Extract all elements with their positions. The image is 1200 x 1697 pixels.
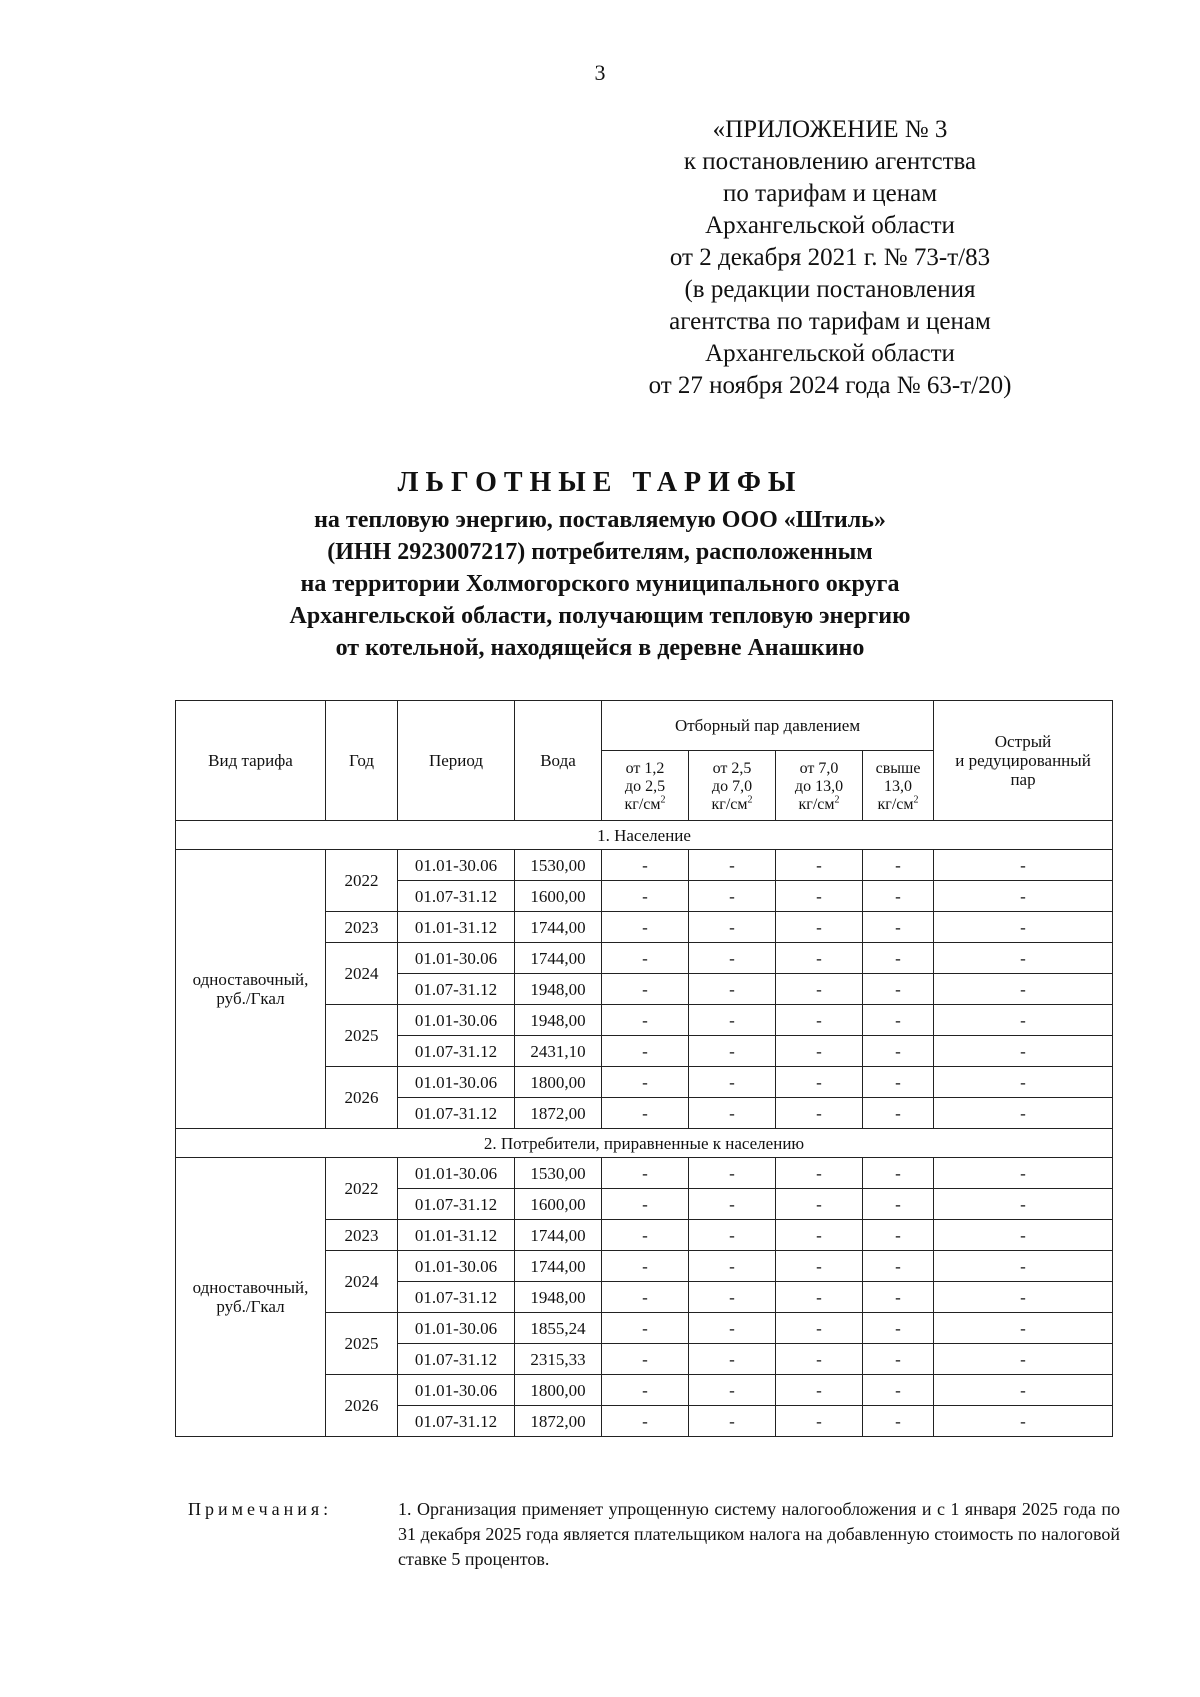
- steam-cell: -: [776, 1158, 863, 1189]
- water-cell: 2315,33: [515, 1344, 602, 1375]
- steam-cell: -: [863, 1067, 934, 1098]
- water-cell: 1744,00: [515, 912, 602, 943]
- steam-cell: -: [602, 881, 689, 912]
- steam-cell: -: [602, 1067, 689, 1098]
- title-line: от котельной, находящейся в деревне Анашкино: [335, 635, 865, 661]
- steam-cell: -: [689, 943, 776, 974]
- steam-cell: -: [863, 912, 934, 943]
- water-cell: 1800,00: [515, 1067, 602, 1098]
- steam-cell: -: [602, 943, 689, 974]
- steam-cell: -: [776, 1005, 863, 1036]
- header-steam-col-2: [689, 751, 776, 821]
- header-steam-col-3: [776, 751, 863, 821]
- water-cell: 1872,00: [515, 1406, 602, 1437]
- steam-cell: -: [776, 881, 863, 912]
- steam-cell: -: [776, 1220, 863, 1251]
- steam-cell: -: [602, 1005, 689, 1036]
- steam-cell: -: [602, 1282, 689, 1313]
- steam-cell: -: [934, 1067, 1113, 1098]
- steam-cell: -: [934, 1313, 1113, 1344]
- steam-cell: -: [934, 850, 1113, 881]
- header-steam-unit: [602, 796, 688, 814]
- year-cell: 2024: [326, 943, 398, 1005]
- header-steam-line: от 2,5: [712, 759, 752, 777]
- appendix-line: Архангельской области: [705, 340, 955, 367]
- appendix-line: агентства по тарифам и ценам: [669, 308, 991, 335]
- steam-cell: -: [689, 881, 776, 912]
- header-steam-unit: [689, 796, 775, 814]
- steam-cell: -: [934, 1375, 1113, 1406]
- period-cell: 01.01-30.06: [398, 850, 515, 881]
- header-steam-line: свыше: [875, 759, 921, 777]
- steam-cell: -: [934, 1282, 1113, 1313]
- year-cell: 2022: [326, 850, 398, 912]
- steam-cell: -: [863, 1036, 934, 1067]
- period-cell: 01.01-30.06: [398, 1375, 515, 1406]
- steam-cell: -: [689, 1036, 776, 1067]
- steam-cell: -: [934, 1036, 1113, 1067]
- tariff-type-cell: [176, 1158, 326, 1437]
- page-number: 3: [594, 60, 606, 85]
- title-line: Архангельской области, получающим тепловую энергию: [289, 603, 911, 629]
- year-cell: 2026: [326, 1067, 398, 1129]
- water-cell: 2431,10: [515, 1036, 602, 1067]
- year-cell: 2024: [326, 1251, 398, 1313]
- period-cell: 01.07-31.12: [398, 1189, 515, 1220]
- steam-cell: -: [863, 1098, 934, 1129]
- water-cell: 1744,00: [515, 1251, 602, 1282]
- notes-text: 1. Организация применяет упрощенную систему налогообложения и с 1 января 2025 года по 31 декабря 2025 года является плательщиком налога на добавленную стоимость по налоговой ставке 5 процентов.: [398, 1499, 1120, 1569]
- header-sharp-steam-line: Острый: [994, 732, 1052, 751]
- tariff-type-cell: [176, 850, 326, 1129]
- section-title: 1. Население: [176, 821, 1113, 850]
- steam-cell: -: [863, 1005, 934, 1036]
- steam-cell: -: [863, 1313, 934, 1344]
- header-selected-steam: Отборный пар давлением: [602, 701, 934, 751]
- steam-cell: -: [934, 1098, 1113, 1129]
- steam-cell: -: [934, 881, 1113, 912]
- year-cell: 2023: [326, 912, 398, 943]
- steam-cell: -: [689, 1344, 776, 1375]
- steam-cell: -: [689, 1005, 776, 1036]
- steam-cell: -: [602, 1344, 689, 1375]
- steam-cell: -: [776, 1189, 863, 1220]
- table-row: [176, 1158, 1113, 1189]
- header-water: Вода: [515, 701, 602, 821]
- header-sharp-steam: [934, 701, 1113, 821]
- appendix-line: (в редакции постановления: [684, 276, 976, 303]
- steam-cell: -: [934, 1158, 1113, 1189]
- steam-cell: -: [934, 1251, 1113, 1282]
- period-cell: 01.01-30.06: [398, 1005, 515, 1036]
- header-steam-col-4: [863, 751, 934, 821]
- water-cell: 1744,00: [515, 943, 602, 974]
- period-cell: 01.01-31.12: [398, 912, 515, 943]
- water-cell: 1800,00: [515, 1375, 602, 1406]
- steam-cell: -: [934, 1005, 1113, 1036]
- water-cell: 1948,00: [515, 1282, 602, 1313]
- notes-block: [188, 1497, 1120, 1572]
- water-cell: 1744,00: [515, 1220, 602, 1251]
- water-cell: 1600,00: [515, 881, 602, 912]
- unit-sup: 2: [660, 794, 666, 806]
- steam-cell: -: [602, 974, 689, 1005]
- header-steam-line: до 7,0: [711, 777, 753, 795]
- steam-cell: -: [689, 1406, 776, 1437]
- unit-sup: 2: [747, 794, 753, 806]
- steam-cell: -: [776, 943, 863, 974]
- tariff-type-line: одноставочный,: [192, 970, 309, 989]
- steam-cell: -: [689, 1220, 776, 1251]
- period-cell: 01.07-31.12: [398, 1344, 515, 1375]
- appendix-line: по тарифам и ценам: [722, 180, 938, 207]
- steam-cell: -: [689, 1282, 776, 1313]
- appendix-block: [590, 114, 1070, 402]
- steam-cell: -: [689, 1158, 776, 1189]
- steam-cell: -: [602, 1158, 689, 1189]
- header-year: Год: [326, 701, 398, 821]
- steam-cell: -: [689, 1251, 776, 1282]
- steam-cell: -: [689, 1189, 776, 1220]
- steam-cell: -: [776, 1375, 863, 1406]
- period-cell: 01.07-31.12: [398, 1282, 515, 1313]
- water-cell: 1855,24: [515, 1313, 602, 1344]
- tariffs-table: [175, 700, 1113, 1437]
- header-steam-unit: [863, 796, 933, 814]
- period-cell: 01.01-30.06: [398, 943, 515, 974]
- period-cell: 01.01-30.06: [398, 1313, 515, 1344]
- steam-cell: -: [602, 1251, 689, 1282]
- unit-sup: 2: [913, 794, 919, 806]
- document-title: [150, 466, 1050, 664]
- year-cell: 2025: [326, 1313, 398, 1375]
- steam-cell: -: [934, 943, 1113, 974]
- title-line: на территории Холмогорского муниципального округа: [300, 571, 900, 597]
- steam-cell: -: [863, 1189, 934, 1220]
- steam-cell: -: [863, 1251, 934, 1282]
- period-cell: 01.01-30.06: [398, 1158, 515, 1189]
- steam-cell: -: [934, 912, 1113, 943]
- header-steam-line: от 7,0: [799, 759, 839, 777]
- unit-sup: 2: [834, 794, 840, 806]
- steam-cell: -: [776, 1406, 863, 1437]
- tariff-type-line: руб./Гкал: [216, 989, 285, 1008]
- title-line: (ИНН 2923007217) потребителям, расположенным: [327, 539, 873, 565]
- unit-text: кг/см: [624, 795, 661, 813]
- notes-label: Примечания:: [188, 1499, 333, 1519]
- table-row: [176, 850, 1113, 881]
- steam-cell: -: [776, 850, 863, 881]
- steam-cell: -: [689, 850, 776, 881]
- steam-cell: -: [863, 850, 934, 881]
- steam-cell: -: [602, 1189, 689, 1220]
- period-cell: 01.07-31.12: [398, 974, 515, 1005]
- steam-cell: -: [689, 1067, 776, 1098]
- steam-cell: -: [602, 850, 689, 881]
- steam-cell: -: [602, 1036, 689, 1067]
- appendix-line: Архангельской области: [705, 212, 955, 239]
- title-line: на тепловую энергию, поставляемую ООО «Штиль»: [314, 507, 886, 533]
- water-cell: 1872,00: [515, 1098, 602, 1129]
- steam-cell: -: [863, 974, 934, 1005]
- header-steam-line: от 1,2: [625, 759, 665, 777]
- steam-cell: -: [602, 912, 689, 943]
- header-tariff-type: Вид тарифа: [176, 701, 326, 821]
- steam-cell: -: [863, 1220, 934, 1251]
- steam-cell: -: [689, 1098, 776, 1129]
- unit-text: кг/см: [711, 795, 748, 813]
- year-cell: 2022: [326, 1158, 398, 1220]
- period-cell: 01.07-31.12: [398, 1098, 515, 1129]
- steam-cell: -: [776, 1282, 863, 1313]
- period-cell: 01.07-31.12: [398, 881, 515, 912]
- steam-cell: -: [776, 1344, 863, 1375]
- appendix-line: «ПРИЛОЖЕНИЕ № 3: [712, 116, 948, 143]
- steam-cell: -: [776, 1067, 863, 1098]
- steam-cell: -: [863, 1406, 934, 1437]
- water-cell: 1948,00: [515, 974, 602, 1005]
- header-steam-line: до 13,0: [794, 777, 844, 795]
- steam-cell: -: [602, 1406, 689, 1437]
- header-period: Период: [398, 701, 515, 821]
- header-sharp-steam-line: пар: [1010, 770, 1036, 789]
- steam-cell: -: [863, 1158, 934, 1189]
- tariffs-table-body: [176, 821, 1113, 1437]
- header-steam-line: до 2,5: [624, 777, 666, 795]
- steam-cell: -: [602, 1098, 689, 1129]
- period-cell: 01.01-31.12: [398, 1220, 515, 1251]
- water-cell: 1600,00: [515, 1189, 602, 1220]
- steam-cell: -: [776, 974, 863, 1005]
- appendix-line: от 27 ноября 2024 года № 63-т/20): [648, 372, 1012, 399]
- year-cell: 2026: [326, 1375, 398, 1437]
- steam-cell: -: [863, 881, 934, 912]
- steam-cell: -: [934, 1189, 1113, 1220]
- period-cell: 01.07-31.12: [398, 1406, 515, 1437]
- tariff-type-line: одноставочный,: [192, 1278, 309, 1297]
- appendix-line: к постановлению агентства: [683, 148, 977, 175]
- steam-cell: -: [934, 1344, 1113, 1375]
- appendix-line: от 2 декабря 2021 г. № 73-т/83: [669, 244, 991, 271]
- steam-cell: -: [689, 974, 776, 1005]
- unit-text: кг/см: [877, 795, 914, 813]
- steam-cell: -: [602, 1220, 689, 1251]
- section-row: [176, 1129, 1113, 1158]
- steam-cell: -: [602, 1313, 689, 1344]
- header-sharp-steam-line: и редуцированный: [955, 751, 1091, 770]
- period-cell: 01.01-30.06: [398, 1067, 515, 1098]
- steam-cell: -: [689, 1375, 776, 1406]
- water-cell: 1530,00: [515, 850, 602, 881]
- steam-cell: -: [934, 974, 1113, 1005]
- steam-cell: -: [689, 1313, 776, 1344]
- section-title: 2. Потребители, приравненные к населению: [176, 1129, 1113, 1158]
- period-cell: 01.07-31.12: [398, 1036, 515, 1067]
- steam-cell: -: [934, 1220, 1113, 1251]
- period-cell: 01.01-30.06: [398, 1251, 515, 1282]
- steam-cell: -: [863, 943, 934, 974]
- section-row: [176, 821, 1113, 850]
- header-steam-unit: [776, 796, 862, 814]
- steam-cell: -: [776, 912, 863, 943]
- water-cell: 1530,00: [515, 1158, 602, 1189]
- steam-cell: -: [934, 1406, 1113, 1437]
- steam-cell: -: [863, 1282, 934, 1313]
- steam-cell: -: [863, 1375, 934, 1406]
- header-steam-col-1: [602, 751, 689, 821]
- year-cell: 2025: [326, 1005, 398, 1067]
- steam-cell: -: [689, 912, 776, 943]
- steam-cell: -: [776, 1313, 863, 1344]
- unit-text: кг/см: [798, 795, 835, 813]
- steam-cell: -: [863, 1344, 934, 1375]
- title-main: ЛЬГОТНЫЕ ТАРИФЫ: [397, 467, 803, 498]
- year-cell: 2023: [326, 1220, 398, 1251]
- header-steam-line: 13,0: [884, 777, 912, 795]
- water-cell: 1948,00: [515, 1005, 602, 1036]
- steam-cell: -: [776, 1098, 863, 1129]
- steam-cell: -: [776, 1251, 863, 1282]
- tariff-type-line: руб./Гкал: [216, 1297, 285, 1316]
- steam-cell: -: [776, 1036, 863, 1067]
- steam-cell: -: [602, 1375, 689, 1406]
